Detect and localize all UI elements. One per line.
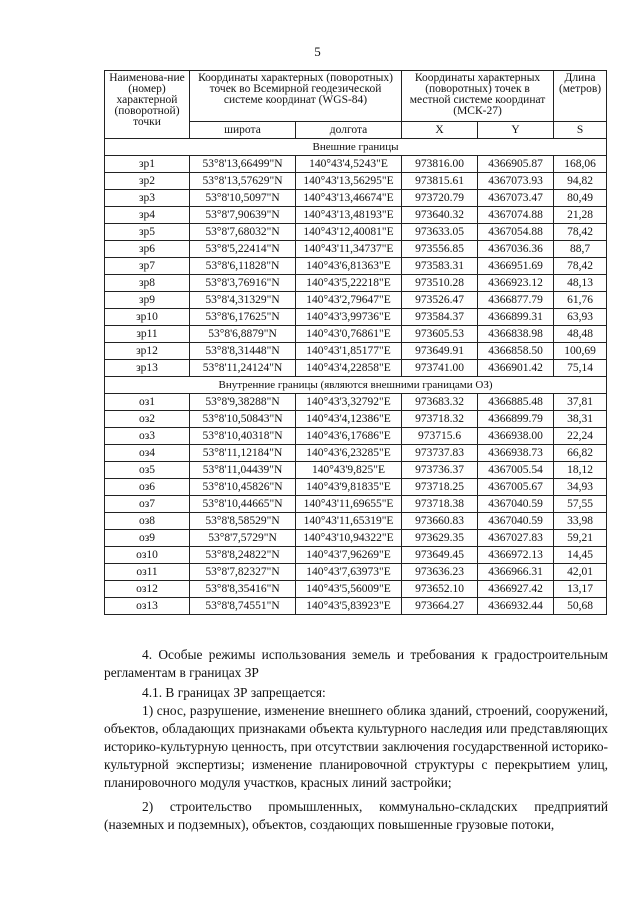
cell-lat: 53°8'11,12184"N bbox=[190, 445, 296, 462]
cell-name: оз6 bbox=[105, 479, 190, 496]
cell-lon: 140°43'7,96269"E bbox=[296, 547, 402, 564]
cell-y: 4366938.00 bbox=[478, 428, 554, 445]
cell-x: 973718.32 bbox=[402, 411, 478, 428]
table-row bbox=[105, 241, 607, 258]
cell-x: 973636.23 bbox=[402, 564, 478, 581]
cell-name: оз11 bbox=[105, 564, 190, 581]
cell-name: оз10 bbox=[105, 547, 190, 564]
cell-y: 4367036.36 bbox=[478, 241, 554, 258]
cell-lat: 53°8'9,38288"N bbox=[190, 394, 296, 411]
cell-s: 63,93 bbox=[554, 309, 607, 326]
header-longitude: долгота bbox=[296, 122, 402, 139]
cell-s: 48,13 bbox=[554, 275, 607, 292]
cell-lon: 140°43'9,825"E bbox=[296, 462, 402, 479]
cell-y: 4367074.88 bbox=[478, 207, 554, 224]
cell-s: 80,49 bbox=[554, 190, 607, 207]
cell-lon: 140°43'4,22858"E bbox=[296, 360, 402, 377]
cell-name: зр10 bbox=[105, 309, 190, 326]
cell-s: 78,42 bbox=[554, 224, 607, 241]
table-row bbox=[105, 547, 607, 564]
table-row bbox=[105, 343, 607, 360]
cell-x: 973629.35 bbox=[402, 530, 478, 547]
cell-lat: 53°8'13,66499"N bbox=[190, 156, 296, 173]
cell-s: 50,68 bbox=[554, 598, 607, 615]
item-2-paragraph: 2) строительство промышленных, коммунально-складских предприятий (наземных и подземных), объектов, создающих повышенные грузовые потоки, bbox=[104, 799, 608, 832]
table-row bbox=[105, 173, 607, 190]
item-1-paragraph: 1) снос, разрушение, изменение внешнего облика зданий, строений, сооружений, объектов, обладающих признаками объекта культурного наследия или представляющих историко-культурную ценность, при отсутствии заключения государственной историко-культурной экспертизы; изменение планировочной структуры с перекрытием улиц, планировочного модуля участков, красных линий застройки; bbox=[104, 703, 608, 790]
cell-name: зр12 bbox=[105, 343, 190, 360]
cell-lat: 53°8'10,44665"N bbox=[190, 496, 296, 513]
table-row bbox=[105, 326, 607, 343]
cell-s: 57,55 bbox=[554, 496, 607, 513]
table-row bbox=[105, 598, 607, 615]
cell-x: 973526.47 bbox=[402, 292, 478, 309]
cell-y: 4367073.47 bbox=[478, 190, 554, 207]
cell-lat: 53°8'6,17625"N bbox=[190, 309, 296, 326]
header-y: Y bbox=[478, 122, 554, 139]
cell-x: 973720.79 bbox=[402, 190, 478, 207]
header-wgs84: Координаты характерных (поворотных) точек во Всемирной геодезической системе координат (WGS-84) bbox=[190, 71, 402, 122]
cell-lat: 53°8'6,8879"N bbox=[190, 326, 296, 343]
header-point-name: Наименова-ние (номер) характерной (поворотной) точки bbox=[105, 71, 190, 139]
cell-name: зр9 bbox=[105, 292, 190, 309]
table-row bbox=[105, 411, 607, 428]
table-row bbox=[105, 360, 607, 377]
cell-lat: 53°8'5,22414"N bbox=[190, 241, 296, 258]
outer-boundary-title: Внешние границы bbox=[105, 139, 607, 156]
cell-y: 4367005.67 bbox=[478, 479, 554, 496]
table-row bbox=[105, 224, 607, 241]
table-row bbox=[105, 445, 607, 462]
cell-x: 973584.37 bbox=[402, 309, 478, 326]
cell-s: 88,7 bbox=[554, 241, 607, 258]
page-number: 5 bbox=[314, 44, 321, 59]
cell-name: оз3 bbox=[105, 428, 190, 445]
cell-lat: 53°8'8,74551"N bbox=[190, 598, 296, 615]
cell-x: 973649.91 bbox=[402, 343, 478, 360]
cell-lon: 140°43'4,5243"E bbox=[296, 156, 402, 173]
cell-name: зр3 bbox=[105, 190, 190, 207]
cell-lat: 53°8'8,58529"N bbox=[190, 513, 296, 530]
section-4-title: 4. Особые режимы использования земель и требования к градостроительным регламентам в границах ЗР bbox=[104, 647, 608, 680]
cell-lon: 140°43'2,79647"E bbox=[296, 292, 402, 309]
cell-y: 4366885.48 bbox=[478, 394, 554, 411]
outer-boundary-rows bbox=[105, 139, 607, 377]
cell-y: 4367073.93 bbox=[478, 173, 554, 190]
cell-lon: 140°43'6,17686"E bbox=[296, 428, 402, 445]
coordinates-table bbox=[104, 70, 607, 615]
cell-y: 4367027.83 bbox=[478, 530, 554, 547]
cell-lon: 140°43'11,34737"E bbox=[296, 241, 402, 258]
cell-x: 973715.6 bbox=[402, 428, 478, 445]
cell-x: 973683.32 bbox=[402, 394, 478, 411]
cell-lon: 140°43'10,94322"E bbox=[296, 530, 402, 547]
cell-s: 37,81 bbox=[554, 394, 607, 411]
cell-s: 42,01 bbox=[554, 564, 607, 581]
section-4-1-heading: 4.1. В границах ЗР запрещается: bbox=[142, 685, 326, 700]
cell-s: 61,76 bbox=[554, 292, 607, 309]
cell-lon: 140°43'5,56009"E bbox=[296, 581, 402, 598]
cell-y: 4366972.13 bbox=[478, 547, 554, 564]
cell-name: оз8 bbox=[105, 513, 190, 530]
cell-name: оз13 bbox=[105, 598, 190, 615]
table-row bbox=[105, 479, 607, 496]
cell-lon: 140°43'13,48193"E bbox=[296, 207, 402, 224]
cell-y: 4366899.31 bbox=[478, 309, 554, 326]
cell-name: оз7 bbox=[105, 496, 190, 513]
table-row bbox=[105, 496, 607, 513]
cell-name: оз2 bbox=[105, 411, 190, 428]
cell-y: 4366927.42 bbox=[478, 581, 554, 598]
inner-boundary-title: Внутренние границы (являются внешними границами ОЗ) bbox=[105, 377, 607, 394]
cell-x: 973556.85 bbox=[402, 241, 478, 258]
cell-lon: 140°43'6,23285"E bbox=[296, 445, 402, 462]
cell-x: 973718.25 bbox=[402, 479, 478, 496]
cell-lon: 140°43'1,85177"E bbox=[296, 343, 402, 360]
cell-y: 4366858.50 bbox=[478, 343, 554, 360]
cell-x: 973583.31 bbox=[402, 258, 478, 275]
cell-lon: 140°43'9,81835"E bbox=[296, 479, 402, 496]
inner-boundary-rows bbox=[105, 377, 607, 615]
cell-lat: 53°8'11,04439"N bbox=[190, 462, 296, 479]
cell-x: 973741.00 bbox=[402, 360, 478, 377]
cell-name: зр6 bbox=[105, 241, 190, 258]
cell-name: зр2 bbox=[105, 173, 190, 190]
cell-s: 48,48 bbox=[554, 326, 607, 343]
cell-lon: 140°43'3,32792"E bbox=[296, 394, 402, 411]
cell-lon: 140°43'5,83923"E bbox=[296, 598, 402, 615]
cell-x: 973736.37 bbox=[402, 462, 478, 479]
cell-lat: 53°8'7,5729"N bbox=[190, 530, 296, 547]
cell-lat: 53°8'10,50843"N bbox=[190, 411, 296, 428]
cell-lon: 140°43'0,76861"E bbox=[296, 326, 402, 343]
cell-y: 4367040.59 bbox=[478, 496, 554, 513]
cell-s: 78,42 bbox=[554, 258, 607, 275]
cell-name: зр11 bbox=[105, 326, 190, 343]
cell-s: 34,93 bbox=[554, 479, 607, 496]
cell-y: 4366877.79 bbox=[478, 292, 554, 309]
header-msk27: Координаты характерных (поворотных) точек в местной системе координат (МСК-27) bbox=[402, 71, 554, 122]
cell-lat: 53°8'8,31448"N bbox=[190, 343, 296, 360]
cell-name: оз1 bbox=[105, 394, 190, 411]
cell-y: 4367054.88 bbox=[478, 224, 554, 241]
cell-y: 4366838.98 bbox=[478, 326, 554, 343]
cell-name: зр1 bbox=[105, 156, 190, 173]
cell-lon: 140°43'3,99736"E bbox=[296, 309, 402, 326]
cell-x: 973718.38 bbox=[402, 496, 478, 513]
cell-lon: 140°43'13,46674"E bbox=[296, 190, 402, 207]
cell-s: 33,98 bbox=[554, 513, 607, 530]
cell-y: 4367005.54 bbox=[478, 462, 554, 479]
table-row bbox=[105, 275, 607, 292]
table-row bbox=[105, 258, 607, 275]
cell-s: 100,69 bbox=[554, 343, 607, 360]
cell-name: зр8 bbox=[105, 275, 190, 292]
cell-x: 973652.10 bbox=[402, 581, 478, 598]
cell-s: 21,28 bbox=[554, 207, 607, 224]
cell-y: 4366938.73 bbox=[478, 445, 554, 462]
header-s: S bbox=[554, 122, 607, 139]
table-row bbox=[105, 530, 607, 547]
cell-y: 4367040.59 bbox=[478, 513, 554, 530]
table-row bbox=[105, 394, 607, 411]
cell-s: 94,82 bbox=[554, 173, 607, 190]
cell-lat: 53°8'8,35416"N bbox=[190, 581, 296, 598]
cell-s: 13,17 bbox=[554, 581, 607, 598]
cell-y: 4366951.69 bbox=[478, 258, 554, 275]
cell-lat: 53°8'8,24822"N bbox=[190, 547, 296, 564]
cell-lat: 53°8'4,31329"N bbox=[190, 292, 296, 309]
cell-x: 973649.45 bbox=[402, 547, 478, 564]
cell-s: 22,24 bbox=[554, 428, 607, 445]
cell-lon: 140°43'4,12386"E bbox=[296, 411, 402, 428]
cell-y: 4366932.44 bbox=[478, 598, 554, 615]
cell-lat: 53°8'7,90639"N bbox=[190, 207, 296, 224]
cell-s: 66,82 bbox=[554, 445, 607, 462]
cell-lat: 53°8'10,45826"N bbox=[190, 479, 296, 496]
cell-lon: 140°43'12,40081"E bbox=[296, 224, 402, 241]
cell-x: 973510.28 bbox=[402, 275, 478, 292]
cell-lat: 53°8'7,68032"N bbox=[190, 224, 296, 241]
header-latitude: широта bbox=[190, 122, 296, 139]
table-row bbox=[105, 513, 607, 530]
table-row bbox=[105, 207, 607, 224]
cell-y: 4366905.87 bbox=[478, 156, 554, 173]
cell-name: оз5 bbox=[105, 462, 190, 479]
cell-lon: 140°43'6,81363"E bbox=[296, 258, 402, 275]
cell-x: 973633.05 bbox=[402, 224, 478, 241]
cell-lat: 53°8'10,5097"N bbox=[190, 190, 296, 207]
cell-name: зр5 bbox=[105, 224, 190, 241]
cell-y: 4366923.12 bbox=[478, 275, 554, 292]
table-row bbox=[105, 564, 607, 581]
cell-x: 973816.00 bbox=[402, 156, 478, 173]
cell-x: 973660.83 bbox=[402, 513, 478, 530]
cell-lat: 53°8'10,40318"N bbox=[190, 428, 296, 445]
table-row bbox=[105, 309, 607, 326]
cell-s: 59,21 bbox=[554, 530, 607, 547]
table-row bbox=[105, 156, 607, 173]
cell-s: 168,06 bbox=[554, 156, 607, 173]
cell-y: 4366899.79 bbox=[478, 411, 554, 428]
cell-lon: 140°43'5,22218"E bbox=[296, 275, 402, 292]
cell-y: 4366966.31 bbox=[478, 564, 554, 581]
cell-lat: 53°8'3,76916"N bbox=[190, 275, 296, 292]
cell-s: 14,45 bbox=[554, 547, 607, 564]
cell-x: 973640.32 bbox=[402, 207, 478, 224]
cell-x: 973815.61 bbox=[402, 173, 478, 190]
cell-name: оз4 bbox=[105, 445, 190, 462]
table-row bbox=[105, 190, 607, 207]
cell-y: 4366901.42 bbox=[478, 360, 554, 377]
cell-lat: 53°8'7,82327"N bbox=[190, 564, 296, 581]
table-row bbox=[105, 428, 607, 445]
table-row bbox=[105, 292, 607, 309]
cell-s: 75,14 bbox=[554, 360, 607, 377]
cell-name: оз9 bbox=[105, 530, 190, 547]
cell-s: 38,31 bbox=[554, 411, 607, 428]
cell-x: 973664.27 bbox=[402, 598, 478, 615]
cell-lon: 140°43'11,65319"E bbox=[296, 513, 402, 530]
cell-lon: 140°43'13,56295"E bbox=[296, 173, 402, 190]
cell-lat: 53°8'6,11828"N bbox=[190, 258, 296, 275]
cell-x: 973605.53 bbox=[402, 326, 478, 343]
cell-lat: 53°8'13,57629"N bbox=[190, 173, 296, 190]
cell-x: 973737.83 bbox=[402, 445, 478, 462]
cell-name: зр13 bbox=[105, 360, 190, 377]
cell-lon: 140°43'11,69655"E bbox=[296, 496, 402, 513]
cell-name: оз12 bbox=[105, 581, 190, 598]
cell-s: 18,12 bbox=[554, 462, 607, 479]
header-length: Длина (метров) bbox=[554, 71, 607, 122]
cell-lon: 140°43'7,63973"E bbox=[296, 564, 402, 581]
cell-lat: 53°8'11,24124"N bbox=[190, 360, 296, 377]
table-row bbox=[105, 462, 607, 479]
header-x: X bbox=[402, 122, 478, 139]
cell-name: зр4 bbox=[105, 207, 190, 224]
table-row bbox=[105, 581, 607, 598]
cell-name: зр7 bbox=[105, 258, 190, 275]
